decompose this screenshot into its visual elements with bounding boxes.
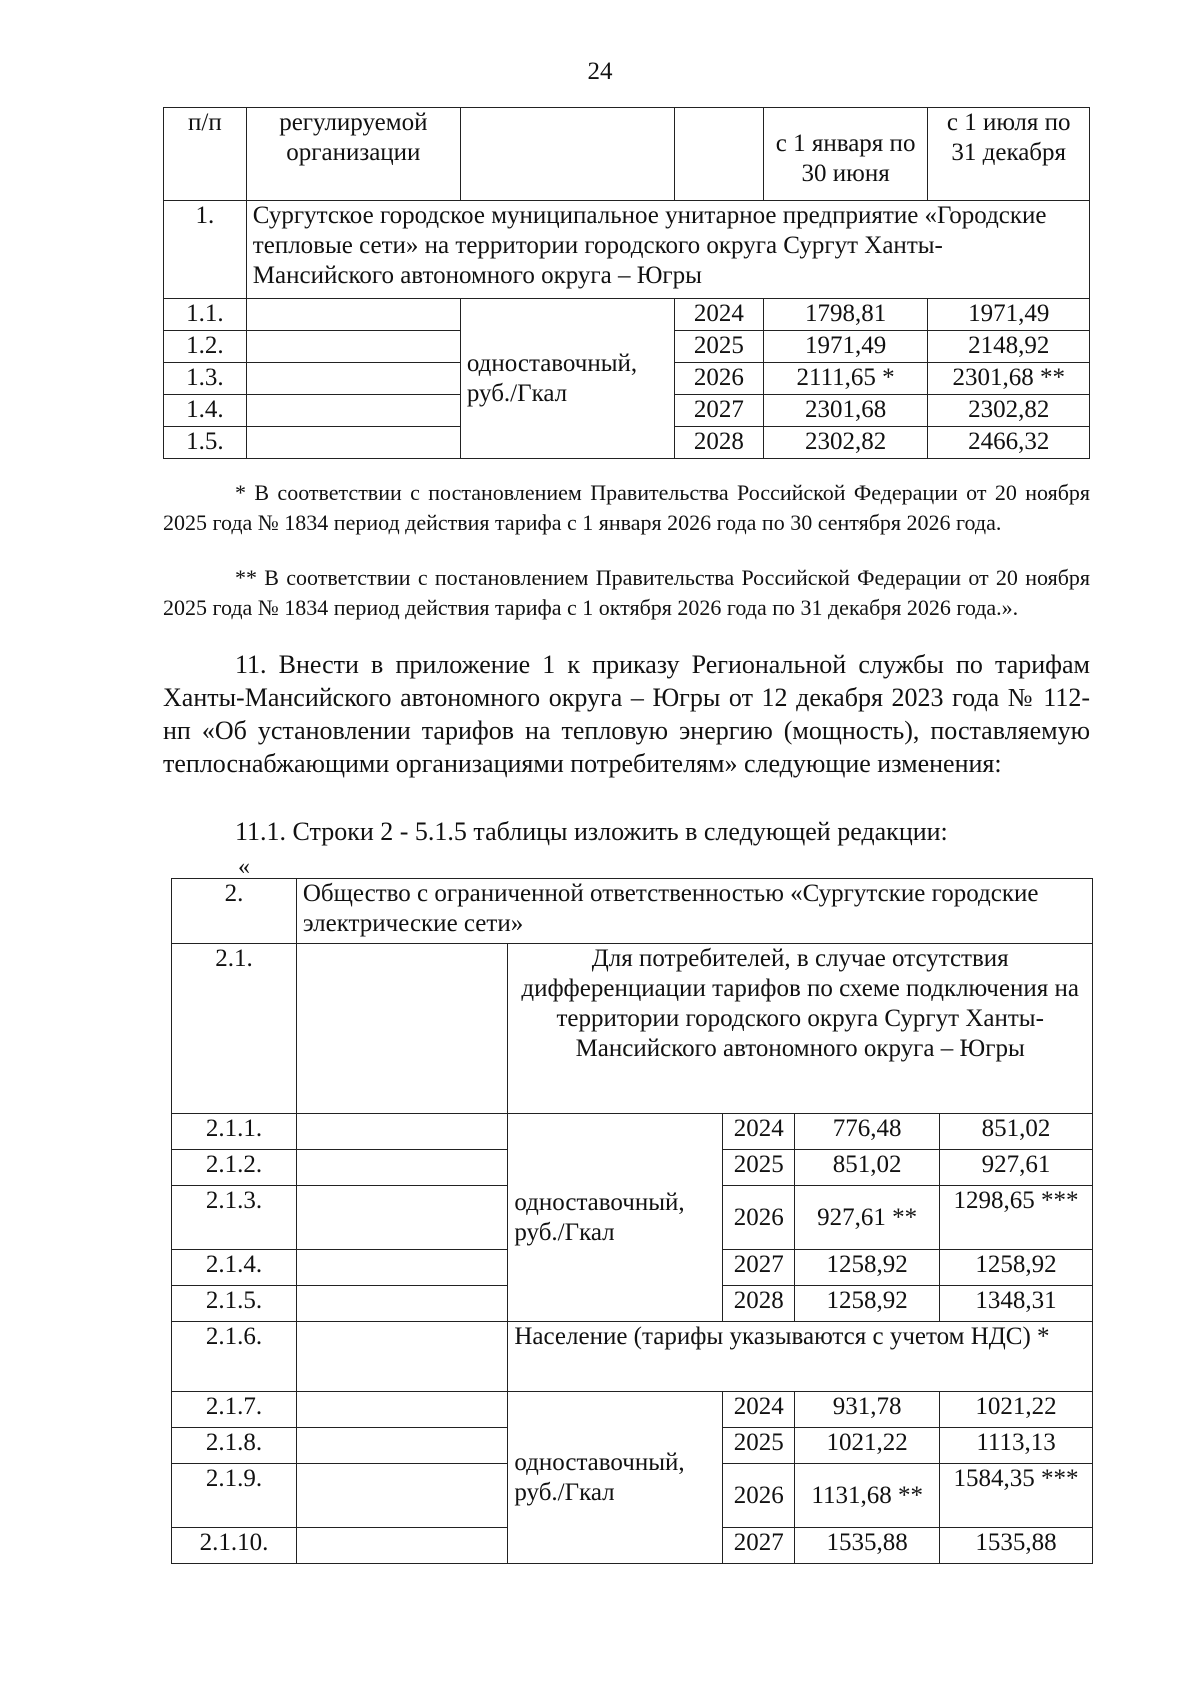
- row-year: 2027: [723, 1250, 795, 1286]
- table-subgroup-row: [172, 944, 1093, 1114]
- tariff-table-2: [171, 878, 1093, 1564]
- row-value-2: 927,61: [940, 1150, 1093, 1186]
- table-row: [172, 1392, 1093, 1428]
- paragraph-11: 11. Внести в приложение 1 к приказу Региональной службы по тарифам Ханты-Мансийского автономного округа – Югры от 12 декабря 2023 года № 112-нп «Об установлении тарифов на тепловую энергию (мощность), поставляемую теплоснабжающими организациями потребителям» следующие изменения:: [163, 650, 1090, 778]
- table-row: [164, 299, 1090, 331]
- row-year: 2026: [674, 363, 763, 395]
- table-subgroup-row: [172, 1322, 1093, 1392]
- row-value-1: 927,61 **: [795, 1186, 940, 1250]
- row-number: 2.1.5.: [172, 1286, 297, 1322]
- row-value-1: 931,78: [795, 1392, 940, 1428]
- row-value-1: 851,02: [795, 1150, 940, 1186]
- row-year: 2024: [674, 299, 763, 331]
- row-value-1: 1971,49: [763, 331, 928, 363]
- row-value-2: 2148,92: [928, 331, 1090, 363]
- row-value-1: 1021,22: [795, 1428, 940, 1464]
- table-group-row: [164, 201, 1090, 299]
- row-value-2: 1535,88: [940, 1528, 1093, 1564]
- header-period-1: с 1 января по 30 июня: [763, 108, 928, 201]
- row-number: 2.1.3.: [172, 1186, 297, 1250]
- row-value-2: 1584,35 ***: [940, 1464, 1093, 1528]
- page-number: 24: [587, 58, 613, 85]
- header-empty: [460, 108, 674, 201]
- row-number: 2.1.9.: [172, 1464, 297, 1528]
- row-year: 2024: [723, 1114, 795, 1150]
- open-quote: «: [238, 854, 250, 880]
- row-value-2: 1348,31: [940, 1286, 1093, 1322]
- row-number: 1.2.: [164, 331, 247, 363]
- row-empty: [296, 1392, 507, 1428]
- row-empty: [246, 299, 460, 331]
- row-empty: [296, 1114, 507, 1150]
- subgroup-title: Население (тарифы указываются с учетом НДС) *: [508, 1322, 1093, 1392]
- row-empty: [246, 395, 460, 427]
- row-value-1: 1798,81: [763, 299, 928, 331]
- footnote-1: * В соответствии с постановлением Правительства Российской Федерации от 20 ноября 2025 года № 1834 период действия тарифа с 1 января 2026 года по 30 сентября 2026 года.: [163, 480, 1090, 535]
- row-empty: [246, 331, 460, 363]
- row-number: 1.1.: [164, 299, 247, 331]
- row-number: 2.1.10.: [172, 1528, 297, 1564]
- row-number: 1.3.: [164, 363, 247, 395]
- row-empty: [296, 1528, 507, 1564]
- row-number: 1.5.: [164, 427, 247, 459]
- header-period-2: с 1 июля по 31 декабря: [928, 108, 1090, 201]
- header-empty: [674, 108, 763, 201]
- row-value-2: 2302,82: [928, 395, 1090, 427]
- group-number: 2.: [172, 879, 297, 944]
- row-year: 2026: [723, 1186, 795, 1250]
- row-value-1: 2111,65 *: [763, 363, 928, 395]
- table-group-row: [172, 879, 1093, 944]
- row-value-1: 2302,82: [763, 427, 928, 459]
- row-year: 2025: [723, 1150, 795, 1186]
- group-name: Общество с ограниченной ответственностью «Сургутские городские электрические сети»: [296, 879, 1092, 944]
- footnote-2: ** В соответствии с постановлением Правительства Российской Федерации от 20 ноября 2025 года № 1834 период действия тарифа с 1 октября 2026 года по 31 декабря 2026 года.».: [163, 565, 1090, 620]
- row-empty: [296, 1464, 507, 1528]
- row-value-2: 1113,13: [940, 1428, 1093, 1464]
- subgroup-number: 2.1.: [172, 944, 297, 1114]
- table-header-row: [164, 108, 1090, 201]
- row-number: 2.1.4.: [172, 1250, 297, 1286]
- row-value-1: 1258,92: [795, 1286, 940, 1322]
- row-number: 2.1.2.: [172, 1150, 297, 1186]
- row-empty: [296, 944, 507, 1114]
- row-empty: [296, 1186, 507, 1250]
- row-empty: [246, 363, 460, 395]
- row-year: 2025: [674, 331, 763, 363]
- row-value-2: 2466,32: [928, 427, 1090, 459]
- row-empty: [296, 1286, 507, 1322]
- row-value-2: 851,02: [940, 1114, 1093, 1150]
- subgroup-number: 2.1.6.: [172, 1322, 297, 1392]
- header-org: регулируемой организации: [246, 108, 460, 201]
- row-empty: [296, 1250, 507, 1286]
- row-empty: [296, 1150, 507, 1186]
- row-value-2: 1298,65 ***: [940, 1186, 1093, 1250]
- row-value-1: 1535,88: [795, 1528, 940, 1564]
- row-year: 2027: [723, 1528, 795, 1564]
- row-value-2: 1971,49: [928, 299, 1090, 331]
- row-year: 2025: [723, 1428, 795, 1464]
- row-year: 2026: [723, 1464, 795, 1528]
- row-number: 2.1.1.: [172, 1114, 297, 1150]
- row-value-2: 2301,68 **: [928, 363, 1090, 395]
- row-empty: [246, 427, 460, 459]
- row-empty: [296, 1428, 507, 1464]
- header-pp: п/п: [164, 108, 247, 201]
- row-empty: [296, 1322, 507, 1392]
- subgroup-title: Для потребителей, в случае отсутствия дифференциации тарифов по схеме подключения на территории городского округа Сургут Ханты-Мансийского автономного округа – Югры: [508, 944, 1093, 1114]
- group-number: 1.: [164, 201, 247, 299]
- tariff-table-1: [163, 107, 1090, 459]
- tariff-type: одноставочный, руб./Гкал: [508, 1114, 723, 1322]
- row-year: 2024: [723, 1392, 795, 1428]
- row-value-1: 2301,68: [763, 395, 928, 427]
- row-value-1: 776,48: [795, 1114, 940, 1150]
- row-year: 2028: [723, 1286, 795, 1322]
- row-year: 2028: [674, 427, 763, 459]
- row-value-2: 1021,22: [940, 1392, 1093, 1428]
- row-number: 2.1.7.: [172, 1392, 297, 1428]
- table-row: [172, 1114, 1093, 1150]
- row-value-2: 1258,92: [940, 1250, 1093, 1286]
- row-value-1: 1258,92: [795, 1250, 940, 1286]
- row-year: 2027: [674, 395, 763, 427]
- row-value-1: 1131,68 **: [795, 1464, 940, 1528]
- tariff-type: одноставочный, руб./Гкал: [460, 299, 674, 459]
- row-number: 2.1.8.: [172, 1428, 297, 1464]
- tariff-type: одноставочный, руб./Гкал: [508, 1392, 723, 1564]
- paragraph-11-1: 11.1. Строки 2 - 5.1.5 таблицы изложить в следующей редакции:: [235, 817, 948, 846]
- group-name: Сургутское городское муниципальное унитарное предприятие «Городские тепловые сети» на территории городского округа Сургут Ханты-Мансийского автономного округа – Югры: [246, 201, 1089, 299]
- row-number: 1.4.: [164, 395, 247, 427]
